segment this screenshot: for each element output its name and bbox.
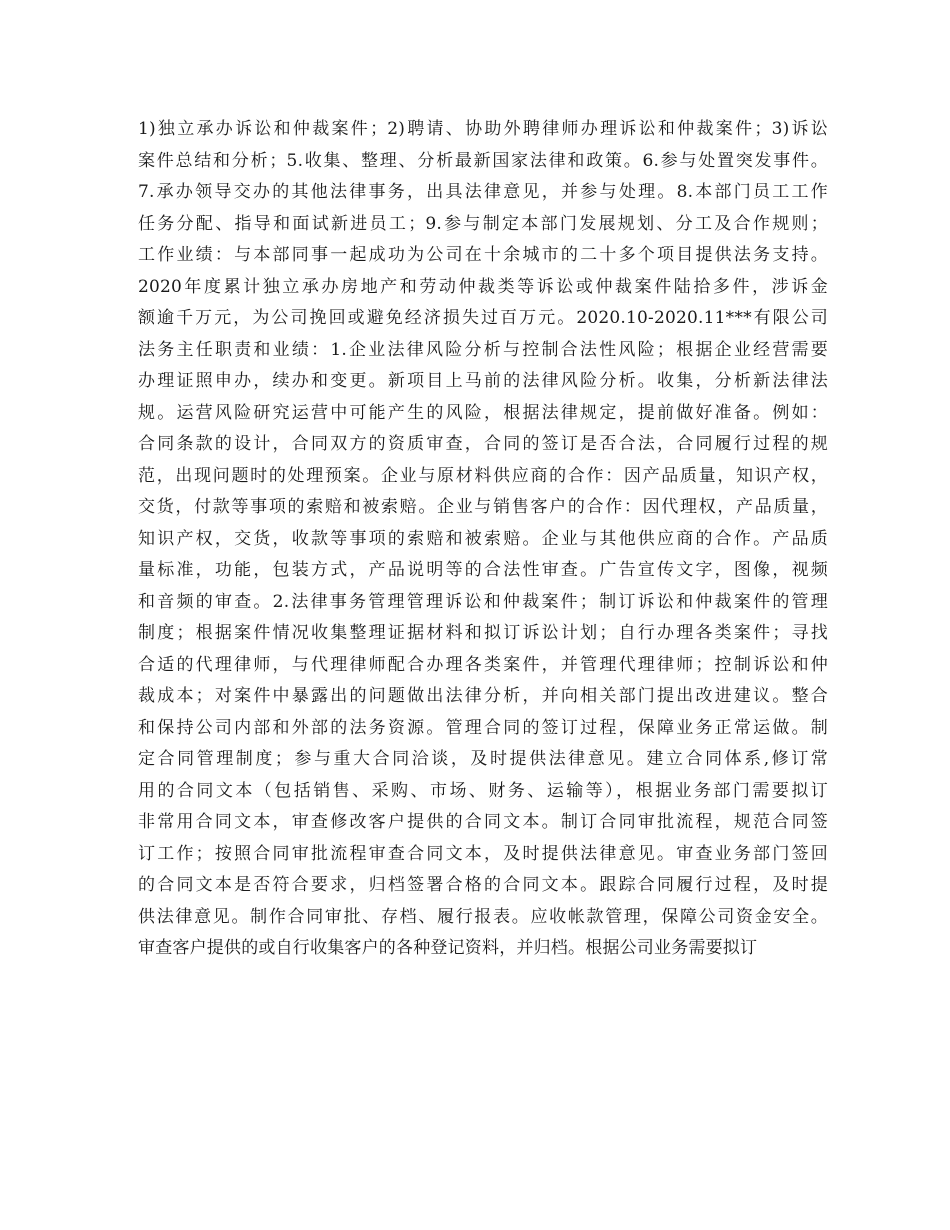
text-line: 量标准，功能，包装方式，产品说明等的合法性审查。广告宣传文字，图像，视频 xyxy=(138,560,828,580)
text-line: 订工作；按照合同审批流程审查合同文本，及时提供法律意见。审查业务部门签回 xyxy=(138,843,828,864)
text-line: 案件总结和分析；5.收集、整理、分析最新国家法律和政策。6.参与处置突发事件。 xyxy=(138,150,828,171)
text-line: 用的合同文本（包括销售、采购、市场、财务、运输等），根据业务部门需要拟订 xyxy=(138,780,828,801)
text-line: 工作业绩：与本部同事一起成功为公司在十余城市的二十多个项目提供法务支持。 xyxy=(138,245,828,265)
text-line: 交货，付款等事项的索赔和被索赔。企业与销售客户的合作：因代理权，产品质量， xyxy=(138,497,828,517)
text-line: 7.承办领导交办的其他法律事务，出具法律意见，并参与处理。8.本部门员工工作 xyxy=(138,182,828,202)
document-body xyxy=(138,114,828,965)
text-line: 非常用合同文本，审查修改客户提供的合同文本。制订合同审批流程，规范合同签 xyxy=(138,812,828,832)
text-line: 定合同管理制度；参与重大合同洽谈，及时提供法律意见。建立合同体系,修订常 xyxy=(138,749,828,769)
text-line: 知识产权，交货，收款等事项的索赔和被索赔。企业与其他供应商的合作。产品质 xyxy=(138,528,828,549)
text-line: 合适的代理律师，与代理律师配合办理各类案件，并管理代理律师；控制诉讼和仲 xyxy=(138,654,828,675)
text-line: 制度；根据案件情况收集整理证据材料和拟订诉讼计划；自行办理各类案件；寻找 xyxy=(138,623,828,643)
text-line: 办理证照申办，续办和变更。新项目上马前的法律风险分析。收集，分析新法律法 xyxy=(138,371,828,391)
text-line: 裁成本；对案件中暴露出的问题做出法律分析，并向相关部门提出改进建议。整合 xyxy=(138,686,828,706)
text-line: 供法律意见。制作合同审批、存档、履行报表。应收帐款管理，保障公司资金安全。 xyxy=(138,906,828,927)
text-line: 规。运营风险研究运营中可能产生的风险，根据法律规定，提前做好准备。例如： xyxy=(138,402,828,423)
text-line: 范，出现问题时的处理预案。企业与原材料供应商的合作：因产品质量，知识产权， xyxy=(138,465,828,486)
text-line: 和保持公司内部和外部的法务资源。管理合同的签订过程，保障业务正常运做。制 xyxy=(138,717,828,738)
text-line: 和音频的审查。2.法律事务管理管理诉讼和仲裁案件；制订诉讼和仲裁案件的管理 xyxy=(138,591,828,612)
text-line: 2020年度累计独立承办房地产和劳动仲裁类等诉讼或仲裁案件陆拾多件，涉诉金 xyxy=(138,276,828,297)
text-line: 的合同文本是否符合要求，归档签署合格的合同文本。跟踪合同履行过程，及时提 xyxy=(138,875,828,895)
text-line: 额逾千万元，为公司挽回或避免经济损失过百万元。2020.10-2020.11***有限公司 xyxy=(138,308,828,328)
text-line: 任务分配、指导和面试新进员工；9.参与制定本部门发展规划、分工及合作规则； xyxy=(138,213,828,234)
text-line: 审查客户提供的或自行收集客户的各种登记资料，并归档。根据公司业务需要拟订 xyxy=(138,938,758,958)
text-line: 1)独立承办诉讼和仲裁案件；2)聘请、协助外聘律师办理诉讼和仲裁案件；3)诉讼 xyxy=(138,119,828,139)
text-line: 法务主任职责和业绩：1.企业法律风险分析与控制合法性风险；根据企业经营需要 xyxy=(138,339,828,360)
text-line: 合同条款的设计，合同双方的资质审查，合同的签订是否合法，合同履行过程的规 xyxy=(138,434,828,454)
